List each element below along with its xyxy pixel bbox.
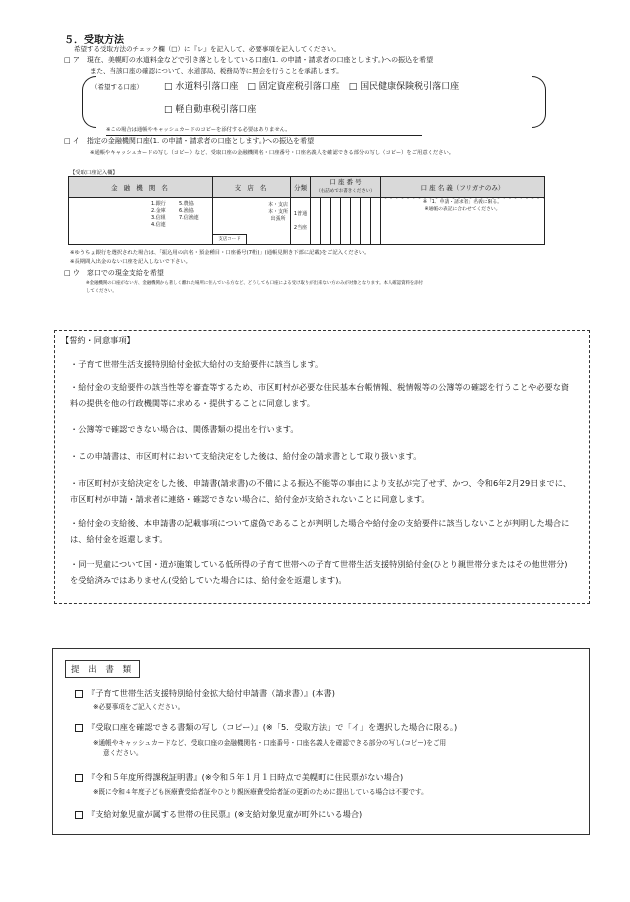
bank-type-4: 4.信連	[151, 222, 166, 228]
document-label: 『子育て世帯生活支援特別給付金拡大給付申請書（請求書）』(本書)	[87, 688, 335, 698]
bank-name-cell[interactable]	[69, 198, 213, 245]
branch-code-label: 支店コード	[213, 234, 247, 244]
section-intro: 希望する受取方法のチェック欄（□）に『レ』を記入して、必要事項を記入してください。	[74, 45, 340, 53]
option-i-note: ※通帳やキャッシュカードの写し（コピー）など、受取口座の金融機関名・口座番号・口座名義人を確認できる部分の写し（コピー）をご用意ください。	[90, 150, 455, 156]
no-copy-needed-note: ※この場合は通帳やキャッシュカードのコピーを添付する必要はありません。	[106, 127, 291, 133]
account-options-row1[interactable]: □ 水道料引落口座 □ 固定資産税引落口座 □ 国民健康保険税引落口座	[164, 82, 460, 92]
branch-type-2: 本・支所	[267, 209, 288, 215]
digit-cell[interactable]	[371, 198, 381, 245]
document-label: 『受取口座を確認できる書類の写し（コピー）』(※「5．受取方法」で「イ」を選択した場合に限る。)	[87, 722, 458, 732]
checkbox[interactable]	[75, 811, 83, 819]
table-caption: 【受取口座記入欄】	[70, 170, 118, 176]
digit-cell[interactable]	[351, 198, 361, 245]
col-bank-name: 金 融 機 関 名	[69, 177, 213, 198]
digit-cell[interactable]	[321, 198, 331, 245]
bank-type-7: 7.信漁連	[179, 215, 199, 221]
account-table	[68, 176, 545, 245]
option-a-note: また、当該口座の確認について、水道部局、税務局等に照会を行うことを承諾します。	[90, 67, 343, 75]
agreement-title: 【誓約・同意事項】	[61, 335, 135, 345]
document-item-1[interactable]	[75, 688, 335, 699]
digit-cell[interactable]	[331, 198, 341, 245]
col-class: 分類	[291, 177, 311, 198]
document-note-cont: 意ください。	[103, 749, 143, 757]
col-account-holder: 口 座 名 義（フリガナのみ）	[381, 177, 545, 198]
option-u-note-1: ※金融機関の口座がない方、金融機関から著しく離れた場所に住んでいる方など、どうしても口座による受け取りが出来ない方のみが対象となります。本人確認資料を添付	[86, 281, 424, 286]
class-current: 2当座	[293, 225, 308, 231]
digit-cell[interactable]	[311, 198, 321, 245]
col-branch-name: 支 店 名	[213, 177, 291, 198]
agreement-item: ・この申請書は、市区町村において支給決定をした後は、給付金の請求書として取り扱います。	[70, 451, 422, 461]
yucho-note: ※ゆうちょ銀行を選択された場合は、「振込用の店名・預金種目・口座番号(7桁)」(通帳見開き下部に記載)をご記入ください。	[70, 250, 370, 256]
note-underline	[106, 116, 422, 136]
option-i-checkbox-label[interactable]: □ イ 指定の金融機関口座(1. の申請・請求者の口座とします。)への振込を希望	[64, 137, 315, 145]
document-note: ※通帳やキャッシュカードなど、受取口座の金融機関名・口座番号・口座名義人を確認できる部分の写し(コピー)をご用	[93, 739, 447, 747]
agreement-item: ・子育て世帯生活支援特別給付金拡大給付の支給要件に該当します。	[70, 359, 324, 369]
bank-type-1: 1.銀行	[151, 201, 166, 207]
holder-note-1: ※「1．申請・請求者」名義に限る。	[422, 200, 503, 205]
agreement-item: ・給付金の支給要件の該当性等を審査等するため、市区町村が必要な住民基本台帳情報、税情報等の公簿等の確認を行うことや必要な資料の提供を他の行政機関等に求める・提供することに同意します。	[70, 382, 570, 408]
bracket-right	[532, 76, 546, 128]
branch-type-3: 出張所	[270, 216, 286, 222]
document-item-4[interactable]	[75, 809, 362, 820]
agreement-item: ・同一児童について国・道が施策している低所得の子育て世帯への子育て世帯生活支援特別給付金(ひとり親世帯分またはその他世帯分)を受給済みではありません(受給していた場合には、給付金を返還します)。	[70, 559, 568, 585]
account-options-row2[interactable]: □ 軽自動車税引落口座	[164, 105, 257, 115]
bank-type-3: 3.信組	[151, 215, 166, 221]
digit-cell[interactable]	[361, 198, 371, 245]
bank-type-6: 6.漁協	[179, 208, 194, 214]
long-term-note: ※長期間入出金のない口座を記入しないで下さい。	[70, 259, 191, 265]
option-u-checkbox-label[interactable]: □ ウ 窓口での現金支給を希望	[64, 269, 164, 277]
holder-note-2: ※通帳の表記に合わせてください。	[424, 207, 501, 212]
bank-type-2: 2.金庫	[151, 208, 166, 214]
section-title: ５．受取方法	[64, 35, 124, 46]
branch-name-cell[interactable]	[213, 198, 291, 245]
digit-cell[interactable]	[341, 198, 351, 245]
checkbox[interactable]	[75, 690, 83, 698]
document-item-2[interactable]	[75, 722, 457, 733]
checkbox[interactable]	[75, 724, 83, 732]
option-a-checkbox-label[interactable]: □ ア 現在、美幌町の水道料金などで引き落としをしている口座(1. の申請・請求者の口座とします。)への振込を希望	[64, 56, 434, 64]
agreement-item: ・公簿等で確認できない場合は、関係書類の提出を行います。	[70, 424, 299, 434]
account-number-subheading: （右詰めでお書きください）	[316, 189, 375, 194]
document-label: 『支給対象児童が属する世帯の住民票』(※支給対象児童が町外にいる場合)	[87, 809, 363, 819]
document-note: ※必要事項をご記入ください。	[93, 703, 185, 711]
account-class-cell[interactable]	[291, 198, 311, 245]
branch-type-1: 本・支店	[267, 202, 288, 208]
document-note: ※既に令和４年度子ども医療費受給者証やひとり親医療費受給者証の更新のために提出している場合は不要です。	[93, 788, 428, 796]
checkbox[interactable]	[75, 774, 83, 782]
account-number-heading: 口 座 番 号	[329, 178, 362, 186]
required-documents-box	[52, 648, 590, 835]
class-ordinary: 1普通	[293, 211, 308, 217]
document-item-3[interactable]	[75, 772, 403, 783]
option-u-note-2: してください。	[86, 289, 117, 294]
agreement-item: ・給付金の支給後、本申請書の記載事項について虚偽であることが判明した場合や給付金の支給要件に該当しないことが判明した場合には、給付金を返還します。	[70, 518, 570, 544]
document-label: 『令和５年度所得課税証明書』(※令和５年１月１日時点で美幌町に住民票がない場合)	[87, 772, 404, 782]
agreement-box	[54, 330, 590, 604]
account-holder-cell[interactable]	[381, 198, 545, 245]
bank-type-5: 5.農協	[179, 201, 194, 207]
agreement-item: ・市区町村が支給決定をした後、申請書(請求書)の不備による振込不能等の事由により支払が完了せず、かつ、令和6年2月29日までに、市区町村が申請・請求者に連絡・確認できない場合に、給付金が支給されないことに同意します。	[70, 478, 572, 504]
desired-account-label: （希望する口座）	[91, 83, 143, 91]
documents-title: 提 出 書 類	[65, 660, 140, 678]
col-account-number	[311, 177, 381, 198]
